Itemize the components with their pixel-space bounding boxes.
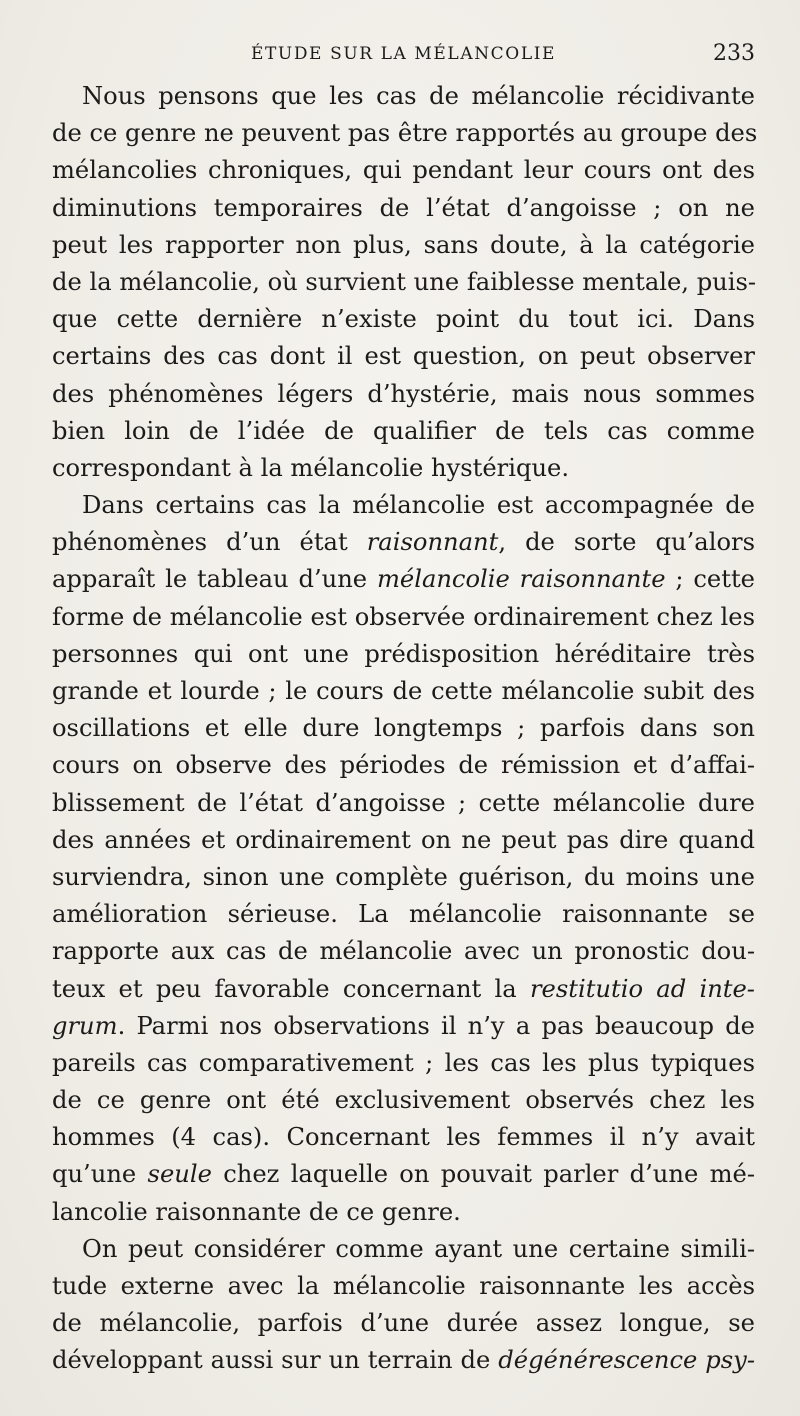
text-line: correspondant à la mélancolie hystérique. <box>52 453 570 482</box>
text-line: oscillations et elle dure longtemps ; parfois dans son <box>52 714 755 743</box>
italic-text: dégénérescence psy- <box>498 1346 755 1375</box>
paragraph <box>52 1231 755 1380</box>
text-line: bien loin de l’idée de qualifier de tels cas comme <box>52 416 755 445</box>
body-text <box>52 78 758 1380</box>
text-line: On peut considérer comme ayant une certaine simili- <box>82 1234 755 1263</box>
text-line: teux et peu favorable concernant la restitutio ad inte- <box>52 974 755 1003</box>
text-line: Dans certains cas la mélancolie est accompagnée de <box>82 491 755 520</box>
paragraph <box>52 78 758 487</box>
text-line: qu’une seule chez laquelle on pouvait parler d’une mé- <box>52 1160 755 1189</box>
text-line: peut les rapporter non plus, sans doute, à la catégorie <box>52 230 755 259</box>
page-number: 233 <box>713 41 755 66</box>
italic-text: seule <box>147 1160 212 1189</box>
text-line: Nous pensons que les cas de mélancolie récidivante <box>82 82 755 110</box>
text-line: de ce genre ne peuvent pas être rapportés au groupe des <box>52 119 758 148</box>
text-line: que cette dernière n’existe point du tout ici. Dans <box>52 305 755 334</box>
text-line: personnes qui ont une prédisposition héréditaire très <box>52 639 755 668</box>
text-line: lancolie raisonnante de ce genre. <box>52 1197 461 1226</box>
italic-text: mélancolie raisonnante <box>376 565 666 594</box>
text-line: tude externe avec la mélancolie raisonnante les accès <box>52 1272 755 1300</box>
text-line: surviendra, sinon une complète guérison, du moins une <box>52 862 755 891</box>
italic-text: raisonnant <box>366 528 499 557</box>
italic-text: grum <box>52 1011 118 1040</box>
text-line: des années et ordinairement on ne peut pas dire quand <box>52 825 755 854</box>
text-line: de mélancolie, parfois d’une durée assez longue, se <box>52 1309 755 1338</box>
text-line: rapporte aux cas de mélancolie avec un pronostic dou- <box>52 937 755 966</box>
text-line: forme de mélancolie est observée ordinairement chez les <box>52 602 755 631</box>
text-line: amélioration sérieuse. La mélancolie raisonnante se <box>52 900 755 929</box>
paragraph <box>52 487 755 1231</box>
text-line: certains des cas dont il est question, on peut observer <box>52 342 755 371</box>
text-line: de ce genre ont été exclusivement observés chez les <box>52 1086 755 1115</box>
text-line: grum. Parmi nos observations il n’y a pas beaucoup de <box>52 1011 755 1040</box>
text-line: de la mélancolie, où survient une faiblesse mentale, puis- <box>52 267 757 296</box>
italic-text: restitutio ad inte- <box>529 974 755 1003</box>
text-line: diminutions temporaires de l’état d’angoisse ; on ne <box>52 193 755 222</box>
running-title: ÉTUDE SUR LA MÉLANCOLIE <box>250 44 557 64</box>
text-line: hommes (4 cas). Concernant les femmes il n’y avait <box>52 1123 755 1152</box>
text-line: des phénomènes légers d’hystérie, mais nous sommes <box>52 379 755 408</box>
page-header <box>52 34 755 74</box>
text-line: grande et lourde ; le cours de cette mélancolie subit des <box>52 677 755 705</box>
text-line: développant aussi sur un terrain de dégénérescence psy- <box>52 1346 755 1375</box>
text-line: blissement de l’état d’angoisse ; cette mélancolie dure <box>52 788 755 817</box>
text-line: pareils cas comparativement ; les cas les plus typiques <box>52 1048 755 1077</box>
text-line: cours on observe des périodes de rémission et d’affai- <box>52 751 755 780</box>
text-line: mélancolies chroniques, qui pendant leur cours ont des <box>52 156 755 185</box>
text-line: apparaît le tableau d’une mélancolie raisonnante ; cette <box>52 565 755 594</box>
text-line: phénomènes d’un état raisonnant, de sorte qu’alors <box>52 528 755 557</box>
